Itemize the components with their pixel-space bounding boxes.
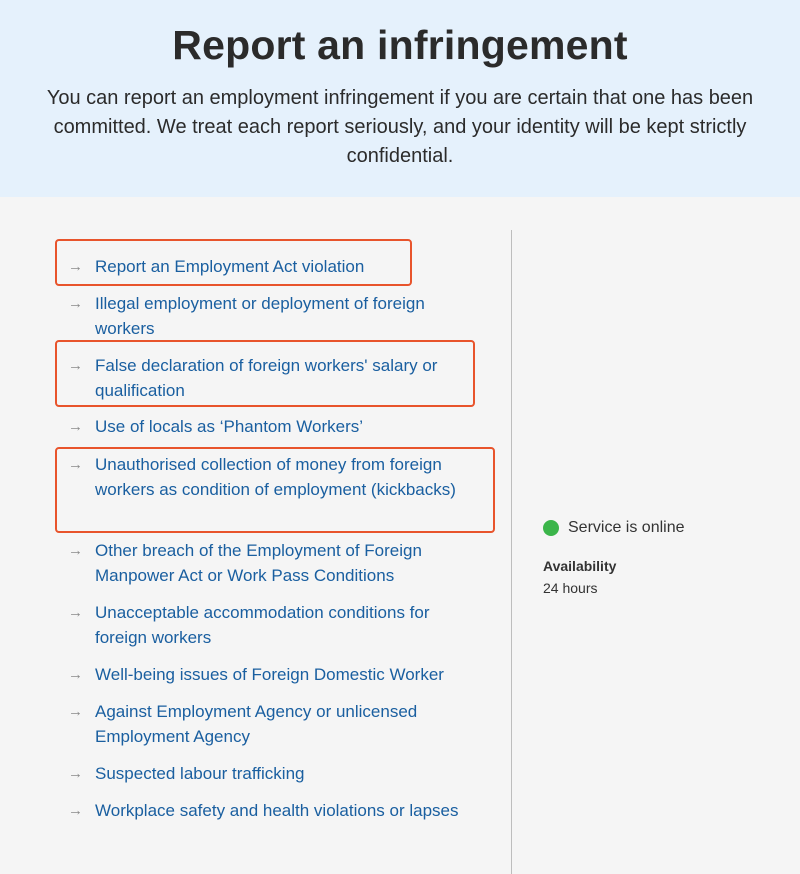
page-title: Report an infringement xyxy=(172,22,628,68)
arrow-right-icon: → xyxy=(68,418,83,435)
arrow-right-icon: → xyxy=(68,542,83,559)
status-text: Service is online xyxy=(568,519,685,536)
link-illegal-employment-foreign-workers[interactable]: Illegal employment or deployment of foreign workers xyxy=(95,294,425,338)
arrow-right-icon: → xyxy=(68,258,83,275)
availability-value: 24 hours xyxy=(543,580,598,596)
arrow-right-icon: → xyxy=(68,765,83,782)
link-false-declaration-salary[interactable]: False declaration of foreign workers' salary or qualification xyxy=(95,356,438,400)
link-workplace-safety[interactable]: Workplace safety and health violations or lapses xyxy=(95,801,459,820)
arrow-right-icon: → xyxy=(68,802,83,819)
link-labour-trafficking[interactable]: Suspected labour trafficking xyxy=(95,764,305,783)
link-phantom-workers[interactable]: Use of locals as ‘Phantom Workers’ xyxy=(95,417,364,436)
online-status-icon xyxy=(543,520,559,536)
arrow-right-icon: → xyxy=(68,666,83,683)
arrow-right-icon: → xyxy=(68,604,83,621)
column-divider xyxy=(511,230,512,874)
arrow-right-icon: → xyxy=(68,703,83,720)
link-fdw-well-being[interactable]: Well-being issues of Foreign Domestic Worker xyxy=(95,665,444,684)
link-employment-agency[interactable]: Against Employment Agency or unlicensed Employment Agency xyxy=(95,702,418,746)
arrow-right-icon: → xyxy=(68,456,83,473)
main-content xyxy=(0,197,800,874)
page-header xyxy=(0,0,800,197)
page-description: You can report an employment infringement if you are certain that one has been committed. We treat each report seriously, and your identity will be kept strictly confidential. xyxy=(46,87,754,167)
arrow-right-icon: → xyxy=(68,357,83,374)
link-other-breach-efma[interactable]: Other breach of the Employment of Foreign Manpower Act or Work Pass Conditions xyxy=(95,541,422,585)
link-kickbacks[interactable]: Unauthorised collection of money from foreign workers as condition of employment (kickbacks) xyxy=(95,455,456,499)
arrow-right-icon: → xyxy=(68,295,83,312)
link-employment-act-violation[interactable]: Report an Employment Act violation xyxy=(95,257,365,276)
availability-label: Availability xyxy=(543,558,617,574)
link-accommodation-conditions[interactable]: Unacceptable accommodation conditions for foreign workers xyxy=(95,603,430,647)
